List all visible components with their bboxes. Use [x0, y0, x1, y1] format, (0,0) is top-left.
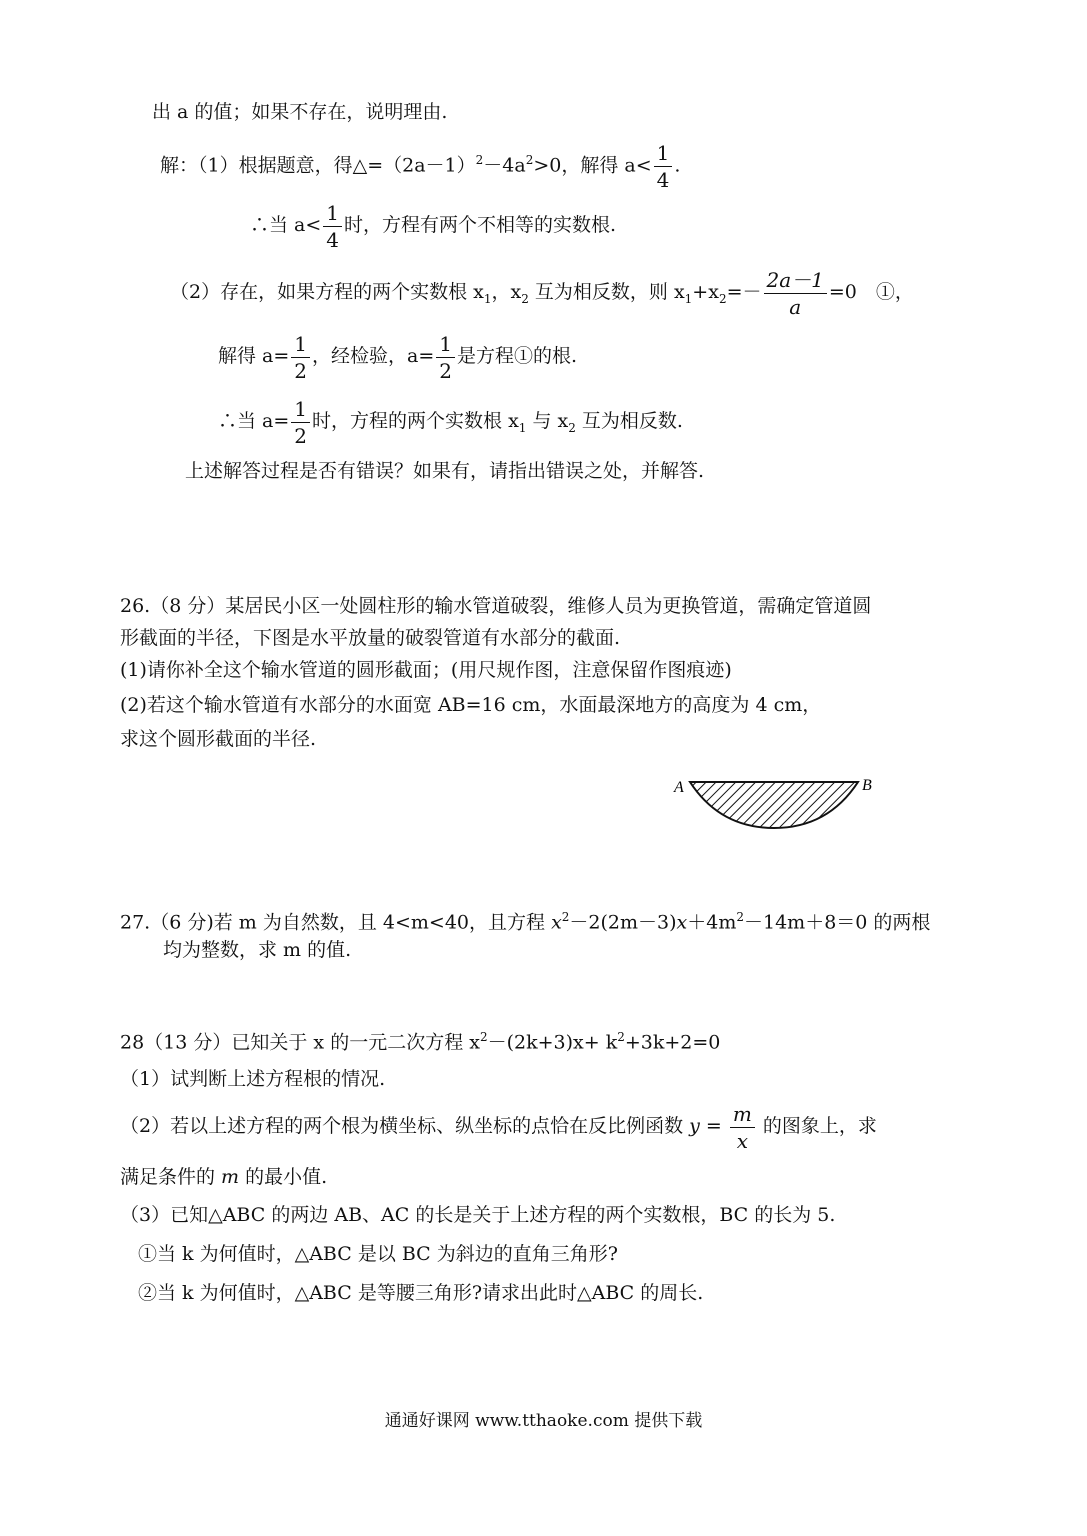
q25-line-1: 出 a 的值；如果不存在，说明理由.: [152, 101, 448, 123]
q26-line-2: 形截面的半径，下图是水平放量的破裂管道有水部分的截面.: [120, 627, 621, 649]
fraction-one-half: $\frac{1}{2}$: [436, 334, 455, 381]
fraction-one-half: $\frac{1}{2}$: [291, 334, 310, 381]
q28-line-1: 28（13 分）已知关于 x 的一元二次方程 $x^2-(2k+3)x+ k^2+3k+2=0$: [120, 1030, 721, 1054]
q28-part-2-cont: 满足条件的 m 的最小值.: [120, 1166, 328, 1188]
q27-line-1: 27.（6 分)若 m 为自然数，且 4<m<40，且方程 $x^2-2(2m-3)x+4m^2-14m+8=0$ 的两根: [120, 910, 931, 934]
q26-line-5: 求这个圆形截面的半径.: [120, 728, 317, 750]
fraction-m-over-x: $\frac{m}{x}$: [730, 1104, 755, 1151]
q26-part-2: (2)若这个输水管道有水部分的水面宽 AB=16 cm，水面最深地方的高度为 4 cm，: [120, 694, 822, 716]
water-segment-shape: [690, 782, 858, 828]
q28-part-3-item-2: ②当 k 为何值时，△ABC 是等腰三角形?请求出此时△ABC 的周长.: [138, 1282, 704, 1304]
q26-line-1: 26.（8 分）某居民小区一处圆柱形的输水管道破裂，维修人员为更换管道，需确定管道圆: [120, 595, 872, 617]
q28-part-2: （2）若以上述方程的两个根为横坐标、纵坐标的点恰在反比例函数 y = $\frac{m}{x}$ 的图象上，求: [120, 1101, 877, 1153]
fraction-one-quarter: $\frac{1}{4}$: [654, 143, 673, 190]
q28-part-3-item-1: ①当 k 为何值时，△ABC 是以 BC 为斜边的直角三角形?: [138, 1243, 618, 1265]
q27-line-2: 均为整数，求 m 的值.: [163, 939, 352, 961]
q25-solution-line-1: 解：（1）根据题意，得$\triangle=(2a-1)^2-4a^2>0$，解得 a< $\frac{1}{4}$ .: [160, 140, 681, 192]
q26-part-1: (1)请你补全这个输水管道的圆形截面；(用尺规作图，注意保留作图痕迹): [120, 659, 732, 681]
fraction-two-a-minus-one-over-a: $\frac{2a-1}{a}$: [764, 270, 827, 317]
footer-source: 通通好课网 www.tthaoke.com 提供下载: [384, 1411, 703, 1431]
q25-prompt: 上述解答过程是否有错误？如果有，请指出错误之处，并解答.: [185, 460, 705, 482]
q25-solution-line-2: ∴当 a< $\frac{1}{4}$ 时，方程有两个不相等的实数根.: [250, 200, 617, 252]
fraction-one-half: $\frac{1}{2}$: [291, 399, 310, 446]
pipe-cross-section-figure: [668, 770, 888, 845]
q25-solution-line-4: 解得 a= $\frac{1}{2}$ ，经检验，a= $\frac{1}{2}$ 是方程①的根.: [218, 331, 578, 383]
q25-solution-line-3: （2）存在，如果方程的两个实数根 $x_1$，$x_2$ 互为相反数，则 $x_1+x_2=-$ $\frac{2a-1}{a}$ =0 ①，: [170, 267, 914, 319]
pipe-segment-drawing: [668, 770, 888, 840]
label-b: B: [862, 777, 872, 794]
q28-part-1: （1）试判断上述方程根的情况.: [120, 1068, 386, 1090]
fraction-one-quarter: $\frac{1}{4}$: [323, 203, 342, 250]
q25-solution-line-5: ∴当 a= $\frac{1}{2}$ 时，方程的两个实数根 $x_1$ 与 $x_2$ 互为相反数.: [218, 396, 683, 448]
q28-part-3: （3）已知△ABC 的两边 AB、AC 的长是关于上述方程的两个实数根，BC 的长为 5.: [120, 1204, 836, 1226]
label-a: A: [674, 779, 684, 796]
